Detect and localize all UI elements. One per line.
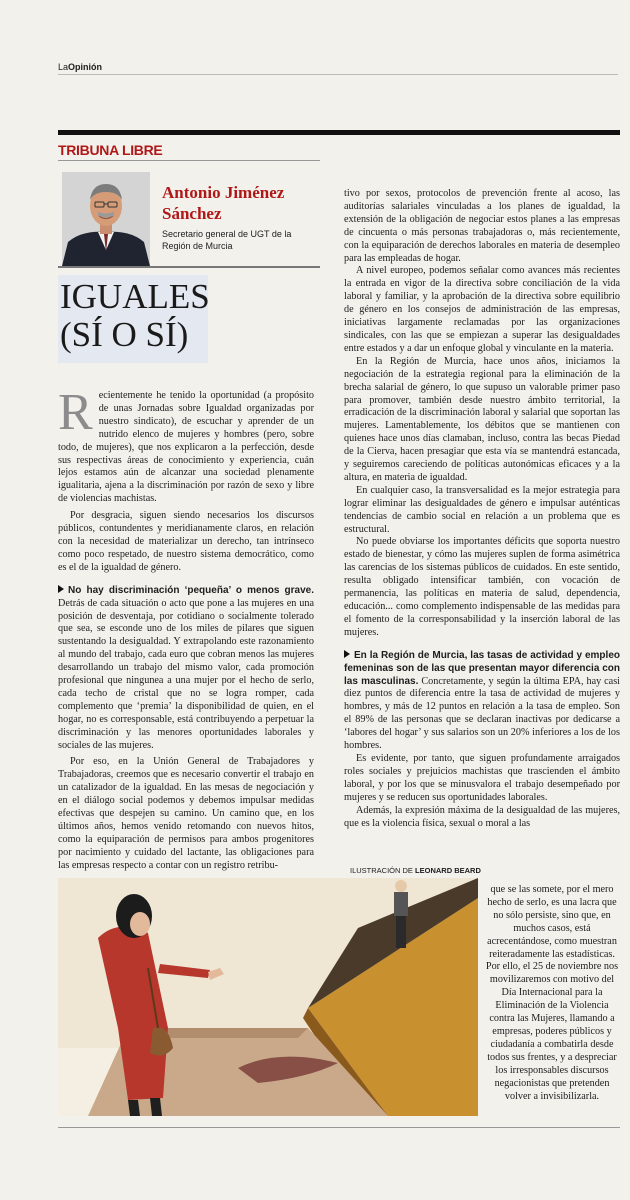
headline [60, 278, 310, 354]
col2-paragraph-1: tivo por sexos, protocolos de prevención frente al acoso, las auditorías salariales vinculadas a los planes de igualdad, la extensión de la obligación de negociar estos planes a las empresas de cincuenta o más personas trabajadoras o, más recientemente, con la equiparación de derechos laborales en materia de desempleo para las empleadas de hogar. [344, 188, 620, 264]
author-rule [58, 266, 320, 268]
paragraph-1 [58, 384, 314, 506]
paragraph-4: Por eso, en la Unión General de Trabajadores y Trabajadoras, creemos que es necesario convertir el trabajo en un catalizador de la igualdad. En las mesas de negociación y en el diálogo social podemos y debemos impulsar medidas efectivas que despejen su camino. Un camino que, en los últimos años, hemos venido retomando con nuevos hitos, como la equiparación de permisos para ambos progenitores por nacimiento y cuidado del lactante, las obligaciones para las empresas respecto a contar con un registro retribu- [58, 756, 314, 871]
arrow-icon [58, 585, 64, 593]
col2-paragraph-8-continued: que se las somete, por el mero hecho de serlo, es una lacra que no sólo persiste, sino que, en muchos casos, está acrecentándose, como muestran reiteradamente las estadísticas. Por ello, el 25 de noviembre nos movilizaremos con motivo del Día Internacional para la Eliminación de la Violencia contra las Mujeres, llamando a empresas, poderes públicos y ciudadanía a combatirla desde todos sus frentes, y a despreciar los irresponsables discursos negacionistas que pretenden volver a invisibilizarla. [485, 884, 619, 1102]
header-rule [58, 74, 618, 75]
col2-paragraph-6-lead: En la Región de Murcia, las tasas de actividad y empleo femeninas son de las que presentan mayor diferencia con las masculinas. [344, 649, 620, 687]
paragraph-3-text: Detrás de cada situación o acto que pone a las mujeres en una posición de desventaja, por cotidiano o socialmente tolerado que sea, se esconde uno de los miles de pilares que siguen sustentando la desigualdad. Y extrapolando este razonamiento al mundo del trabajo, cada euro que cobran menos las mujeres desarrollando un trabajo del mismo valor, cada promoción profesional que ningunea a una mujer por el hecho de serlo, cada techo de cristal que no se logra romper, cada complemento que ‘premia’ la disponibilidad de quien, en el hogar, no es corresponsable, está contribuyendo a perpetuar la discriminación y las menores oportunidades laborales y sociales de las mujeres. [58, 597, 314, 751]
col2-paragraph-5: No puede obviarse los importantes déficits que soporta nuestro estado de bienestar, y cómo las mujeres suplen de forma asimétrica las carencias de los sistemas públicos de cuidados. En este sentido, resulta obligado intensificar también, con vocación de permanencia, las políticas en materia de salud, dependencia, educación... como complemento indispensable de las medidas para el fomento de la corresponsabilidad y la inserción laboral de las mujeres. [344, 536, 620, 638]
col2-paragraph-2: A nivel europeo, podemos señalar como avances más recientes la entrada en vigor de la directiva sobre conciliación de la vida laboral y familiar, y la aprobación de la directiva sobre equilibrio de género en los consejos de administración de las empresas, iniciativas largamente reclamadas por las organizaciones sindicales, con las que se empiezan a superar las desigualdades entre estados y a dar un enfoque global y vinculante en la materia. [344, 265, 620, 354]
newspaper-brand [58, 62, 102, 72]
brand-name: Opinión [68, 62, 103, 72]
col2-paragraph-6 [344, 650, 620, 753]
article-column-1 [58, 384, 314, 873]
section-tag: TRIBUNA LIBRE [58, 142, 163, 158]
col2-paragraph-7: Es evidente, por tanto, que siguen profundamente arraigados roles sociales y prejuicios machistas que trascienden el ámbito laboral, y por los que se minusvalora el trabajo desempeñado por mujeres y se reducen sus oportunidades laborales. [344, 752, 620, 803]
arrow-icon [344, 650, 350, 658]
col2-paragraph-4: En cualquier caso, la transversalidad es la mejor estrategia para lograr eliminar las desigualdades de género e impulsar auténticas tendencias de cambio social en relación a un problema que es estructural. [344, 484, 620, 535]
illustration [58, 878, 478, 1116]
headline-line-1: IGUALES [60, 277, 210, 316]
col2-paragraph-6-text: Concretamente, y según la última EPA, hay casi diez puntos de diferencia entre la tasa de actividad de mujeres y hombres, y más de 12 puntos en relación a la tasa de empleo. Son el 89% de las personas que se declaran inactivas por dedicarse a ‘labores del hogar’ y sus salarios son un 20% inferiores a los de los hombres. [344, 675, 620, 752]
author-photo [62, 172, 150, 266]
section-rule [58, 160, 320, 161]
paragraph-3-lead: No hay discriminación ‘pequeña’ o menos grave. [68, 584, 314, 596]
author-role: Secretario general de UGT de la Región de Murcia [162, 229, 292, 251]
author-portrait-icon [62, 172, 150, 266]
author-name: Antonio Jiménez Sánchez [162, 183, 285, 223]
bottom-rule [58, 1127, 620, 1128]
illustration-credit-prefix: ILUSTRACIÓN DE [350, 866, 413, 875]
drop-cap: R [58, 384, 93, 441]
section-thick-rule [58, 130, 620, 135]
col2-paragraph-3: En la Región de Murcia, hace unos años, iniciamos la negociación de la estrategia regional para la eliminación de la brecha salarial de género, lo que supuso un valorable primer paso para promover, también desde nuestro ámbito territorial, la erradicación de la discriminación laboral y salarial que soportan las mujeres. Lamentablemente, los débitos que se mantienen con quienes hace unos días clamaban, incluso, contra las becas Piedad de la Cierva, hacen presagiar que esta vía se mantendrá estancada, y seguiremos careciendo de políticas autonómicas eficaces y a la altura, en materia de igualdad. [344, 355, 620, 483]
woman-and-man-on-pedestal-illustration-icon [58, 878, 478, 1116]
paragraph-2: Por desgracia, siguen siendo necesarios los discursos públicos, contundentes y meridianamente claros, en relación con la necesidad de materializar un derecho, tan intrínseco como poco respetado, de nuestro sistema democrático, como es el de la igualdad de género. [58, 510, 314, 573]
article-column-2 [344, 188, 620, 830]
col2-paragraph-8: Además, la expresión máxima de la desigualdad de las mujeres, que es la violencia física, sexual o moral a las [344, 804, 620, 829]
illustration-credit [350, 866, 481, 875]
headline-line-2: (SÍ O SÍ) [60, 315, 189, 354]
paragraph-1-text: ecientemente he tenido la oportunidad (a propósito de unas Jornadas sobre Igualdad organizadas por nuestro sindicato), de escuchar y aprender de un nutrido elenco de mujeres y hombres (pero, sobre todo, de mujeres), que nos explicaron a la perfección, desde sus respectivas áreas de conocimiento y experiencia, cuán lejos estamos aún de alcanzar una sociedad plenamente igualitaria, ajena a la discriminación por razón de sexo y libre de violencias machistas. [58, 390, 314, 505]
paragraph-3 [58, 585, 314, 753]
article-column-2-continued [484, 884, 620, 1103]
brand-prefix: La [58, 62, 69, 72]
illustration-credit-name: LEONARD BEARD [415, 866, 481, 875]
